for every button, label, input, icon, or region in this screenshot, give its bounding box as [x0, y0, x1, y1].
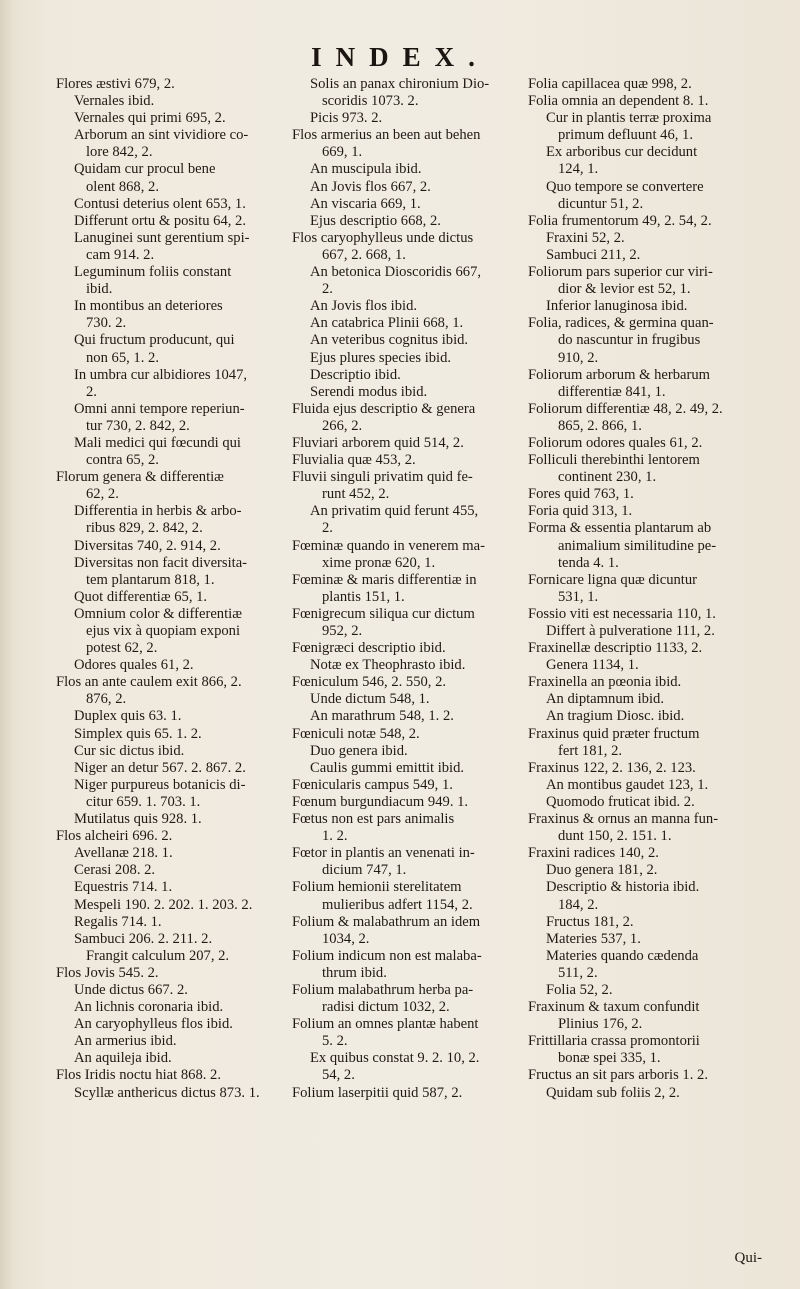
index-entry: olent 868, 2.: [86, 178, 159, 195]
index-entry: Fœminæ & maris differentiæ in: [292, 571, 477, 588]
index-entry: Fraxinus 122, 2. 136, 2. 123.: [528, 759, 696, 776]
index-entry: Regalis 714. 1.: [74, 913, 162, 930]
index-entry: ejus vix à quopiam exponi: [86, 623, 241, 639]
index-entry: Foliorum differentiæ 48, 2. 49, 2.: [528, 400, 723, 417]
index-entry: Quo tempore se convertere: [546, 178, 704, 195]
index-entry: 910, 2.: [558, 349, 599, 366]
index-entry: potest 62, 2.: [86, 640, 158, 657]
index-column-2: [292, 76, 524, 1102]
index-entry: An veteribus cognitus ibid.: [310, 332, 469, 349]
index-entry: 184, 2.: [558, 896, 599, 913]
index-entry: Omnium color & differentiæ: [74, 605, 242, 622]
index-entry: do nascuntur in frugibus: [558, 332, 701, 349]
index-entry: Forma & essentia plantarum ab: [528, 520, 712, 537]
index-entry: Frittillaria crassa promontorii: [528, 1033, 700, 1050]
index-entry: Ex quibus constat 9. 2. 10, 2.: [310, 1050, 480, 1067]
index-entry: Fluvii singuli privatim quid fe-: [292, 469, 473, 486]
index-entry: fert 181, 2.: [558, 742, 623, 759]
index-entry: Fraxinus quid præter fructum: [528, 725, 700, 742]
index-entry: primum defluunt 46, 1.: [558, 127, 693, 144]
index-entry: Unde dictus 667. 2.: [74, 981, 188, 998]
index-entry: Cur sic dictus ibid.: [74, 742, 185, 759]
index-entry: 62, 2.: [86, 486, 119, 503]
index-entry: An montibus gaudet 123, 1.: [546, 776, 709, 793]
index-column-3: [528, 76, 768, 1102]
index-entry: Frangit calculum 207, 2.: [86, 947, 230, 964]
index-entry: ibid.: [86, 281, 113, 298]
index-entry: runt 452, 2.: [322, 486, 390, 503]
index-entry: Duplex quis 63. 1.: [74, 708, 182, 725]
index-entry: Ejus descriptio 668, 2.: [310, 212, 441, 229]
index-entry: tenda 4. 1.: [558, 554, 619, 571]
index-entry: Serendi modus ibid.: [310, 383, 428, 400]
index-entry: Scyllæ anthericus dictus 873. 1.: [74, 1084, 260, 1101]
index-entry: Qui fructum producunt, qui: [74, 332, 235, 349]
index-entry: bonæ spei 335, 1.: [558, 1050, 661, 1067]
index-entry: Genera 1134, 1.: [546, 657, 639, 674]
index-entry: Fluviari arborem quid 514, 2.: [292, 434, 464, 451]
index-entry: 124, 1.: [558, 161, 599, 178]
index-entry: An catabrica Plinii 668, 1.: [310, 315, 464, 332]
index-entry: ribus 829, 2. 842, 2.: [86, 520, 203, 537]
index-entry: An diptamnum ibid.: [546, 691, 664, 708]
index-entry: thrum ibid.: [322, 964, 387, 981]
index-entry: Fornicare ligna quæ dicuntur: [528, 571, 698, 588]
index-entry: Folia omnia an dependent 8. 1.: [528, 93, 709, 110]
page-title: INDEX.: [311, 42, 489, 72]
index-entry: Fœnigrecum siliqua cur dictum: [292, 605, 475, 622]
index-entry: dior & levior est 52, 1.: [558, 281, 691, 298]
index-entry: Fraxinum & taxum confundit: [528, 999, 700, 1016]
index-entry: dunt 150, 2. 151. 1.: [558, 828, 672, 845]
index-entry: Flores æstivi 679, 2.: [56, 76, 175, 92]
index-entry: Fœniculum 546, 2. 550, 2.: [292, 674, 447, 691]
index-entry: dicium 747, 1.: [322, 862, 407, 879]
index-entry: Inferior lanuginosa ibid.: [546, 298, 688, 315]
index-entry: Quot differentiæ 65, 1.: [74, 588, 208, 605]
index-entry: Mali medici qui fœcundi qui: [74, 434, 241, 451]
index-entry: 669, 1.: [322, 144, 363, 161]
index-entry: An Jovis flos ibid.: [310, 298, 418, 315]
index-entry: Unde dictum 548, 1.: [310, 691, 430, 708]
index-entry: Diversitas non facit diversita-: [74, 554, 248, 571]
index-entry: Folium & malabathrum an idem: [292, 913, 481, 930]
index-entry: Duo genera 181, 2.: [546, 862, 658, 879]
index-entry: 266, 2.: [322, 417, 363, 434]
index-entry: tem plantarum 818, 1.: [86, 571, 215, 588]
index-entry: Equestris 714. 1.: [74, 879, 173, 896]
index-entry: Flos an ante caulem exit 866, 2.: [56, 674, 242, 691]
index-entry: Flos Jovis 545. 2.: [56, 964, 159, 981]
index-entry: Leguminum foliis constant: [74, 264, 232, 281]
index-entry: tur 730, 2. 842, 2.: [86, 417, 190, 434]
index-entry: Foliorum pars superior cur viri-: [528, 264, 713, 281]
index-entry: Cerasi 208. 2.: [74, 862, 156, 879]
index-entry: mulieribus adfert 1154, 2.: [322, 896, 473, 913]
index-entry: Fossio viti est necessaria 110, 1.: [528, 605, 716, 622]
index-entry: Niger an detur 567. 2. 867. 2.: [74, 759, 246, 776]
index-entry: Avellanæ 218. 1.: [74, 845, 173, 862]
index-entry: In umbra cur albidiores 1047,: [74, 366, 248, 383]
index-entry: Solis an panax chironium Dio-: [310, 76, 490, 92]
index-entry: 2.: [322, 520, 333, 537]
index-entry: differentiæ 841, 1.: [558, 383, 666, 400]
index-entry: Fluvialia quæ 453, 2.: [292, 452, 416, 469]
index-entry: 2.: [86, 383, 97, 400]
index-entry: Flos Iridis noctu hiat 868. 2.: [56, 1067, 221, 1084]
index-entry: Materies quando cædenda: [546, 947, 699, 964]
index-entry: Odores quales 61, 2.: [74, 657, 194, 674]
index-entry: An lichnis coronaria ibid.: [74, 999, 224, 1016]
index-entry: non 65, 1. 2.: [86, 349, 159, 366]
index-entry: Fraxinella an pœonia ibid.: [528, 674, 682, 691]
index-entry: Folia, radices, & germina quan-: [528, 315, 714, 332]
index-entry: Fructus an sit pars arboris 1. 2.: [528, 1067, 708, 1084]
index-entry: Fœtor in plantis an venenati in-: [292, 845, 475, 862]
index-entry: Picis 973. 2.: [310, 110, 383, 127]
index-entry: Fœnicularis campus 549, 1.: [292, 776, 453, 793]
index-entry: Florum genera & differentiæ: [56, 469, 224, 486]
index-entry: Sambuci 211, 2.: [546, 246, 641, 263]
index-entry: An aquileja ibid.: [74, 1050, 172, 1067]
index-entry: An marathrum 548, 1. 2.: [310, 708, 454, 725]
index-entry: Ejus plures species ibid.: [310, 349, 452, 366]
index-entry: An betonica Dioscoridis 667,: [310, 264, 482, 281]
index-entry: Descriptio & historia ibid.: [546, 879, 700, 896]
index-entry: 876, 2.: [86, 691, 127, 708]
index-entry: An muscipula ibid.: [310, 161, 422, 178]
index-entry: Folia frumentorum 49, 2. 54, 2.: [528, 212, 712, 229]
index-entry: Caulis gummi emittit ibid.: [310, 759, 465, 776]
index-entry: Fœminæ quando in venerem ma-: [292, 537, 485, 554]
index-entry: xime pronæ 620, 1.: [322, 554, 436, 571]
index-entry: 730. 2.: [86, 315, 127, 332]
index-entry: An tragium Diosc. ibid.: [546, 708, 685, 725]
index-entry: Flos alcheiri 696. 2.: [56, 828, 173, 845]
index-entry: Flos armerius an been aut behen: [292, 127, 481, 144]
index-entry: citur 659. 1. 703. 1.: [86, 793, 201, 810]
index-entry: Vernales qui primi 695, 2.: [74, 110, 226, 127]
index-entry: Niger purpureus botanicis di-: [74, 776, 246, 793]
index-entry: Quidam sub foliis 2, 2.: [546, 1084, 680, 1101]
index-entry: lore 842, 2.: [86, 144, 153, 161]
index-entry: Fœtus non est pars animalis: [292, 811, 455, 828]
index-entry: Vernales ibid.: [74, 93, 155, 110]
index-entry: 865, 2. 866, 1.: [558, 417, 642, 434]
index-entry: Folium malabathrum herba pa-: [292, 981, 474, 998]
index-entry: 54, 2.: [322, 1067, 355, 1084]
index-entry: Foria quid 313, 1.: [528, 503, 633, 520]
index-entry: Cur in plantis terræ proxima: [546, 110, 712, 127]
index-entry: Diversitas 740, 2. 914, 2.: [74, 537, 221, 554]
index-entry: Folliculi therebinthi lentorem: [528, 452, 700, 469]
index-entry: In montibus an deteriores: [74, 298, 223, 315]
index-entry: Fraxinellæ descriptio 1133, 2.: [528, 640, 703, 657]
index-entry: 1. 2.: [322, 828, 348, 845]
index-entry: Omni anni tempore reperiun-: [74, 400, 245, 417]
index-entry: 511, 2.: [558, 964, 598, 981]
index-entry: Fœniculi notæ 548, 2.: [292, 725, 420, 742]
index-entry: Simplex quis 65. 1. 2.: [74, 725, 202, 742]
index-entry: Fraxini radices 140, 2.: [528, 845, 659, 862]
index-entry: Folium hemionii sterelitatem: [292, 879, 462, 896]
index-entry: 2.: [322, 281, 333, 298]
index-entry: 1034, 2.: [322, 930, 370, 947]
index-entry: Sambuci 206. 2. 211. 2.: [74, 930, 213, 947]
index-entry: radisi dictum 1032, 2.: [322, 999, 450, 1016]
index-entry: plantis 151, 1.: [322, 588, 405, 605]
index-entry: dicuntur 51, 2.: [558, 195, 644, 212]
index-entry: Duo genera ibid.: [310, 742, 408, 759]
index-entry: An privatim quid ferunt 455,: [310, 503, 479, 520]
index-entry: continent 230, 1.: [558, 469, 657, 486]
index-entry: Mutilatus quis 928. 1.: [74, 811, 202, 828]
index-entry: An viscaria 669, 1.: [310, 195, 421, 212]
index-column-1: [56, 76, 288, 1102]
index-entry: Quomodo fruticat ibid. 2.: [546, 793, 695, 810]
index-entry: Differunt ortu & positu 64, 2.: [74, 212, 247, 229]
index-entry: contra 65, 2.: [86, 452, 159, 469]
index-entry: 667, 2. 668, 1.: [322, 246, 406, 263]
index-entry: Folium laserpitii quid 587, 2.: [292, 1084, 463, 1101]
index-entry: Fraxini 52, 2.: [546, 229, 625, 246]
index-entry: scoridis 1073. 2.: [322, 93, 419, 110]
index-entry: 531, 1.: [558, 588, 599, 605]
index-entry: Foliorum odores quales 61, 2.: [528, 434, 703, 451]
index-entry: Ex arboribus cur decidunt: [546, 144, 698, 161]
index-entry: 5. 2.: [322, 1033, 348, 1050]
index-entry: Arborum an sint vividiore co-: [74, 127, 249, 144]
index-entry: Contusi deterius olent 653, 1.: [74, 195, 246, 212]
index-entry: Foliorum arborum & herbarum: [528, 366, 710, 383]
catchword: Qui-: [734, 1250, 762, 1266]
index-entry: Fraxinus & ornus an manna fun-: [528, 811, 719, 828]
page-binding-edge: [0, 0, 14, 1289]
index-entry: Descriptio ibid.: [310, 366, 401, 383]
index-entry: Fructus 181, 2.: [546, 913, 634, 930]
index-entry: cam 914. 2.: [86, 246, 155, 263]
index-entry: Fores quid 763, 1.: [528, 486, 634, 503]
index-entry: Quidam cur procul bene: [74, 161, 216, 178]
index-entry: An caryophylleus flos ibid.: [74, 1016, 233, 1033]
index-entry: Folium indicum non est malaba-: [292, 947, 482, 964]
index-entry: Differentia in herbis & arbo-: [74, 503, 242, 520]
index-entry: Plinius 176, 2.: [558, 1016, 643, 1033]
index-entry: Mespeli 190. 2. 202. 1. 203. 2.: [74, 896, 253, 913]
index-entry: Differt à pulveratione 111, 2.: [546, 623, 715, 639]
index-entry: Materies 537, 1.: [546, 930, 641, 947]
index-entry: 952, 2.: [322, 623, 363, 639]
index-entry: Folium an omnes plantæ habent: [292, 1016, 479, 1033]
index-entry: An Jovis flos 667, 2.: [310, 178, 431, 195]
index-entry: Folia capillacea quæ 998, 2.: [528, 76, 692, 92]
index-entry: Flos caryophylleus unde dictus: [292, 229, 474, 246]
index-entry: animalium similitudine pe-: [558, 537, 717, 554]
index-entry: Folia 52, 2.: [546, 981, 613, 998]
index-entry: Notæ ex Theophrasto ibid.: [310, 657, 466, 674]
index-entry: Fœnum burgundiacum 949. 1.: [292, 793, 469, 810]
index-entry: Lanuginei sunt gerentium spi-: [74, 229, 250, 246]
index-entry: Fluida ejus descriptio & genera: [292, 400, 476, 417]
index-entry: Fœnigræci descriptio ibid.: [292, 640, 446, 657]
index-entry: An armerius ibid.: [74, 1033, 177, 1050]
